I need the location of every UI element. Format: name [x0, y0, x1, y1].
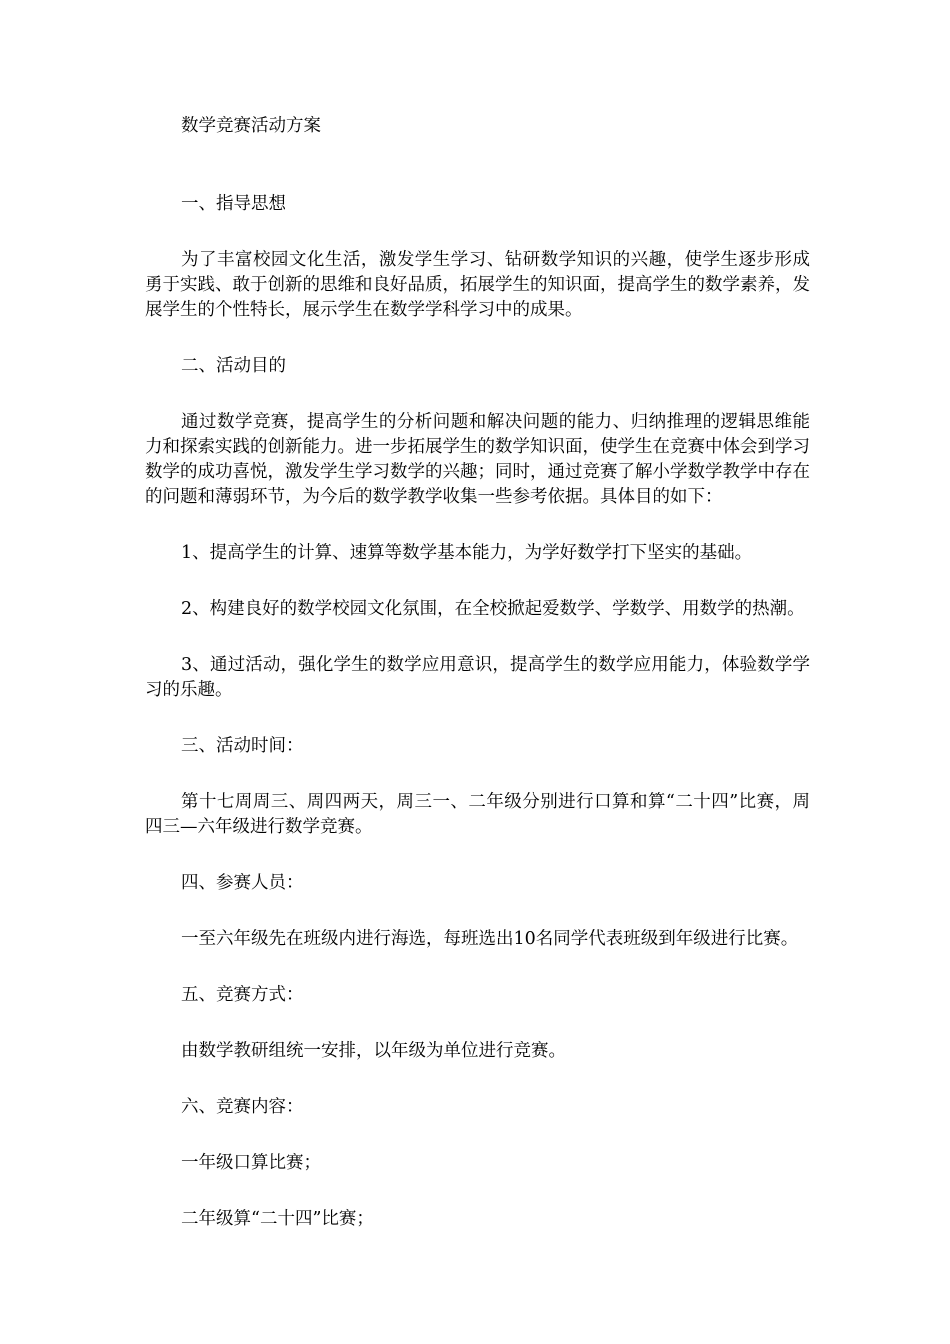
section-heading-competition-method: 五、竞赛方式：	[181, 985, 304, 1005]
section-heading-activity-time: 三、活动时间：	[181, 736, 304, 756]
competition-content-item: 一年级口算比赛；	[181, 1153, 321, 1173]
section-heading-activity-purpose: 二、活动目的	[181, 356, 286, 376]
section-heading-guiding-thought: 一、指导思想	[181, 194, 286, 214]
document-title: 数学竞赛活动方案	[181, 116, 321, 136]
section-heading-participants: 四、参赛人员：	[181, 873, 304, 893]
purpose-list-item: 1、提高学生的计算、速算等数学基本能力，为学好数学打下坚实的基础。	[181, 543, 753, 563]
activity-purpose-paragraph: 通过数学竞赛，提高学生的分析问题和解决问题的能力、归纳推理的逻辑思维能力和探索实践的创新能力。进一步拓展学生的数学知识面，使学生在竞赛中体会到学习数学的成功喜悦，激发学生学习数学的兴趣；同时，通过竞赛了解小学数学教学中存在的问题和薄弱环节，为今后的数学教学收集一些参考依据。具体目的如下：	[145, 412, 810, 507]
purpose-list-item: 2、构建良好的数学校园文化氛围，在全校掀起爱数学、学数学、用数学的热潮。	[181, 599, 805, 619]
participants-paragraph: 一至六年级先在班级内进行海选，每班选出10名同学代表班级到年级进行比赛。	[181, 929, 799, 949]
guiding-thought-paragraph: 为了丰富校园文化生活，激发学生学习、钻研数学知识的兴趣，使学生逐步形成勇于实践、敢于创新的思维和良好品质，拓展学生的知识面，提高学生的数学素养，发展学生的个性特长，展示学生在数学学科学习中的成果。	[145, 250, 810, 320]
section-heading-competition-content: 六、竞赛内容：	[181, 1097, 304, 1117]
document-body	[145, 114, 810, 1263]
competition-method-paragraph: 由数学教研组统一安排，以年级为单位进行竞赛。	[181, 1041, 566, 1061]
activity-time-paragraph: 第十七周周三、周四两天，周三一、二年级分别进行口算和算“二十四”比赛，周四三—六年级进行数学竞赛。	[145, 792, 810, 837]
competition-content-item: 二年级算“二十四”比赛；	[181, 1209, 374, 1229]
purpose-list-item: 3、通过活动，强化学生的数学应用意识，提高学生的数学应用能力，体验数学学习的乐趣。	[145, 655, 810, 700]
